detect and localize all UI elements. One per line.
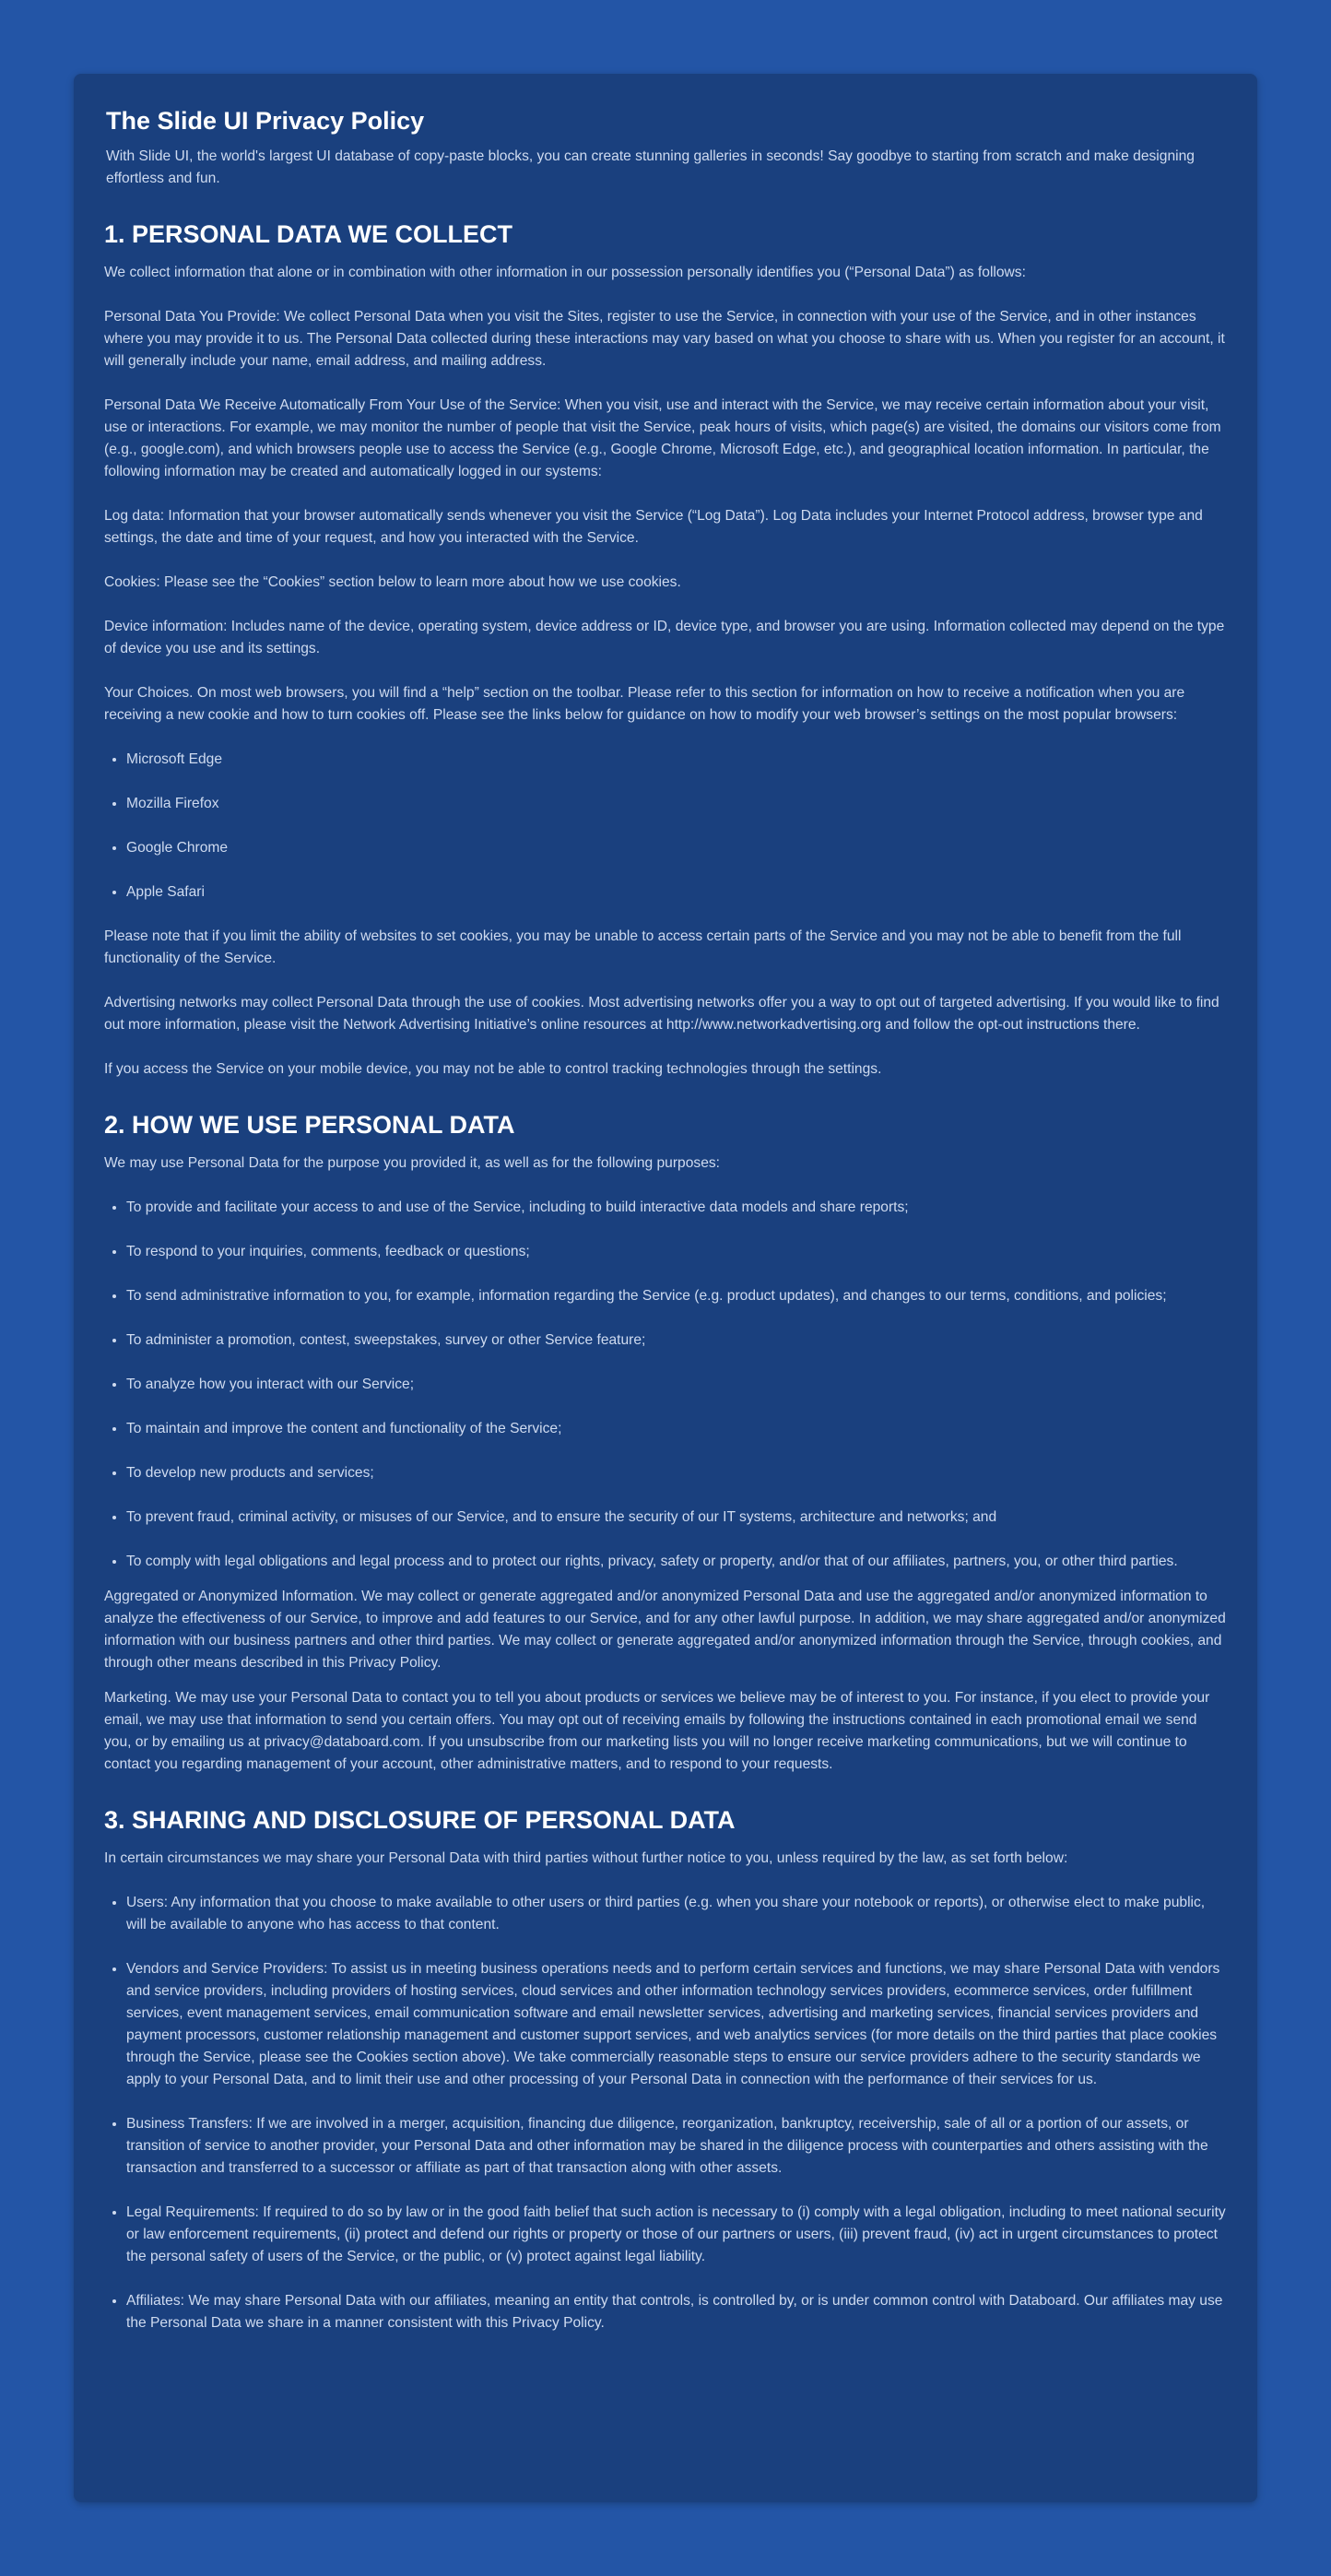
- section-1-paragraph: Cookies: Please see the “Cookies” section below to learn more about how we use cookies.: [104, 574, 681, 590]
- privacy-policy-card: [74, 74, 1257, 2502]
- section-3-paragraph: In certain circumstances we may share your Personal Data with third parties without further notice to you, unless required by the law, as set forth below:: [104, 1850, 1068, 1866]
- purpose-list-item: • To administer a promotion, contest, sweepstakes, survey or other Service feature;: [126, 1329, 1227, 1352]
- section-1-paragraph: Device information: Includes name of the device, operating system, device address or ID, device type, and browser you are using. Information collected may depend on the type of device you use and its settings.: [104, 619, 1225, 656]
- section-1-paragraph: We collect information that alone or in combination with other information in our possession personally identifies you (“Personal Data”) as follows:: [104, 265, 1026, 280]
- purposes-list: [104, 1197, 1227, 1573]
- section-2-paragraph: We may use Personal Data for the purpose you provided it, as well as for the following purposes:: [104, 1155, 720, 1171]
- purpose-list-item: • To maintain and improve the content and functionality of the Service;: [126, 1418, 1227, 1440]
- section-3-heading: 3. SHARING AND DISCLOSURE OF PERSONAL DATA: [104, 1806, 736, 1834]
- browser-list: [104, 749, 1227, 904]
- purpose-list-item: • To provide and facilitate your access to and use of the Service, including to build interactive data models and share reports;: [126, 1197, 1227, 1219]
- sharing-list-item: • Users: Any information that you choose to make available to other users or third parties (e.g. when you share your notebook or reports), or otherwise elect to make public, will be available to anyone who has access to that content.: [126, 1892, 1227, 1936]
- browser-list-item: • Google Chrome: [126, 837, 1227, 859]
- section-1-heading: 1. PERSONAL DATA WE COLLECT: [104, 220, 513, 248]
- purpose-list-item: • To prevent fraud, criminal activity, or misuses of our Service, and to ensure the security of our IT systems, architecture and networks; and: [126, 1507, 1227, 1529]
- section-1-paragraph: Your Choices. On most web browsers, you will find a “help” section on the toolbar. Please refer to this section for information on how to receive a notification when you are receiving a new cookie and how to turn cookies off. Please see the links below for guidance on how to modify your web browser’s settings on the most popular browsers:: [104, 685, 1185, 723]
- purpose-list-item: • To send administrative information to you, for example, information regarding the Service (e.g. product updates), and changes to our terms, conditions, and policies;: [126, 1285, 1227, 1307]
- section-2-paragraph: Aggregated or Anonymized Information. We may collect or generate aggregated and/or anonymized Personal Data and use the aggregated and/or anonymized information to analyze the effectiveness of our Service, to improve and add features to our Service, and for any other lawful purpose. In addition, we may share aggregated and/or anonymized information with our business partners and other third parties. We may collect or generate aggregated and/or anonymized information through the Service, through cookies, and through other means described in this Privacy Policy.: [104, 1589, 1226, 1671]
- purpose-list-item: • To respond to your inquiries, comments, feedback or questions;: [126, 1241, 1227, 1263]
- browser-list-item: • Microsoft Edge: [126, 749, 1227, 771]
- browser-list-item: • Apple Safari: [126, 881, 1227, 904]
- section-1-paragraph: If you access the Service on your mobile device, you may not be able to control tracking technologies through the settings.: [104, 1061, 882, 1077]
- sharing-list-item: • Legal Requirements: If required to do so by law or in the good faith belief that such action is necessary to (i) comply with a legal obligation, including to meet national security or law enforcement requirements, (ii) protect and defend our rights or property or those of our partners or users, (iii) prevent fraud, (iv) act in urgent circumstances to protect the personal safety of users of the Service, or the public, or (v) protect against legal liability.: [126, 2202, 1227, 2268]
- sharing-list-item: • Business Transfers: If we are involved in a merger, acquisition, financing due diligence, reorganization, bankruptcy, receivership, sale of all or a portion of our assets, or transition of service to another provider, your Personal Data and other information may be shared in the diligence process with counterparties and others assisting with the transaction and transferred to a successor or affiliate as part of that transaction along with other assets.: [126, 2113, 1227, 2180]
- section-1-paragraph: Personal Data You Provide: We collect Personal Data when you visit the Sites, register to use the Service, in connection with your use of the Service, and in other instances where you may provide it to us. The Personal Data collected during these interactions may vary based on what you choose to share with us. When you register for an account, it will generally include your name, email address, and mailing address.: [104, 309, 1225, 369]
- section-1-paragraph: Log data: Information that your browser automatically sends whenever you visit the Service (“Log Data”). Log Data includes your Internet Protocol address, browser type and settings, the date and time of your request, and how you interacted with the Service.: [104, 508, 1203, 546]
- intro-paragraph: With Slide UI, the world's largest UI database of copy-paste blocks, you can create stunning galleries in seconds! Say goodbye to starting from scratch and make designing effortless and fun.: [106, 148, 1195, 186]
- section-1-paragraph: Personal Data We Receive Automatically From Your Use of the Service: When you visit, use and interact with the Service, we may receive certain information about your visit, use or interactions. For example, we may monitor the number of people that visit the Service, peak hours of visits, which page(s) are visited, the domains our visitors come from (e.g., google.com), and which browsers people use to access the Service (e.g., Google Chrome, Microsoft Edge, etc.), and geographical location information. In particular, the following information may be created and automatically logged in our systems:: [104, 397, 1221, 479]
- purpose-list-item: • To analyze how you interact with our Service;: [126, 1374, 1227, 1396]
- purpose-list-item: • To develop new products and services;: [126, 1462, 1227, 1484]
- purpose-list-item: • To comply with legal obligations and legal process and to protect our rights, privacy, safety or property, and/or that of our affiliates, partners, you, or other third parties.: [126, 1551, 1227, 1573]
- browser-list-item: • Mozilla Firefox: [126, 793, 1227, 815]
- section-2-heading: 2. HOW WE USE PERSONAL DATA: [104, 1111, 515, 1139]
- section-2-paragraph: Marketing. We may use your Personal Data to contact you to tell you about products or services we believe may be of interest to you. For instance, if you elect to provide your email, we may use that information to send you certain offers. You may opt out of receiving emails by following the instructions contained in each promotional email we send you, or by emailing us at privacy@databoard.com. If you unsubscribe from our marketing lists you will no longer receive marketing communications, but we will continue to contact you regarding management of your account, other administrative matters, and to respond to your requests.: [104, 1690, 1210, 1772]
- sharing-list: [104, 1892, 1227, 2334]
- section-1-paragraph: Advertising networks may collect Personal Data through the use of cookies. Most advertising networks offer you a way to opt out of targeted advertising. If you would like to find out more information, please visit the Network Advertising Initiative’s online resources at http://www.networkadvertising.org and follow the opt-out instructions there.: [104, 995, 1219, 1033]
- sharing-list-item: • Affiliates: We may share Personal Data with our affiliates, meaning an entity that controls, is controlled by, or is under common control with Databoard. Our affiliates may use the Personal Data we share in a manner consistent with this Privacy Policy.: [126, 2290, 1227, 2334]
- page-title: The Slide UI Privacy Policy: [106, 107, 425, 135]
- sharing-list-item: • Vendors and Service Providers: To assist us in meeting business operations needs and to perform certain services and functions, we may share Personal Data with vendors and service providers, including providers of hosting services, cloud services and other information technology services providers, ecommerce services, order fulfillment services, event management services, email communication software and email newsletter services, advertising and marketing services, financial services providers and payment processors, customer relationship management and customer support services, and web analytics services (for more details on the third parties that place cookies through the Service, please see the Cookies section above). We take commercially reasonable steps to ensure our service providers adhere to the security standards we apply to your Personal Data, and to limit their use and other processing of your Personal Data in connection with the performance of their services for us.: [126, 1958, 1227, 2091]
- section-1-paragraph: Please note that if you limit the ability of websites to set cookies, you may be unable to access certain parts of the Service and you may not be able to benefit from the full functionality of the Service.: [104, 928, 1182, 966]
